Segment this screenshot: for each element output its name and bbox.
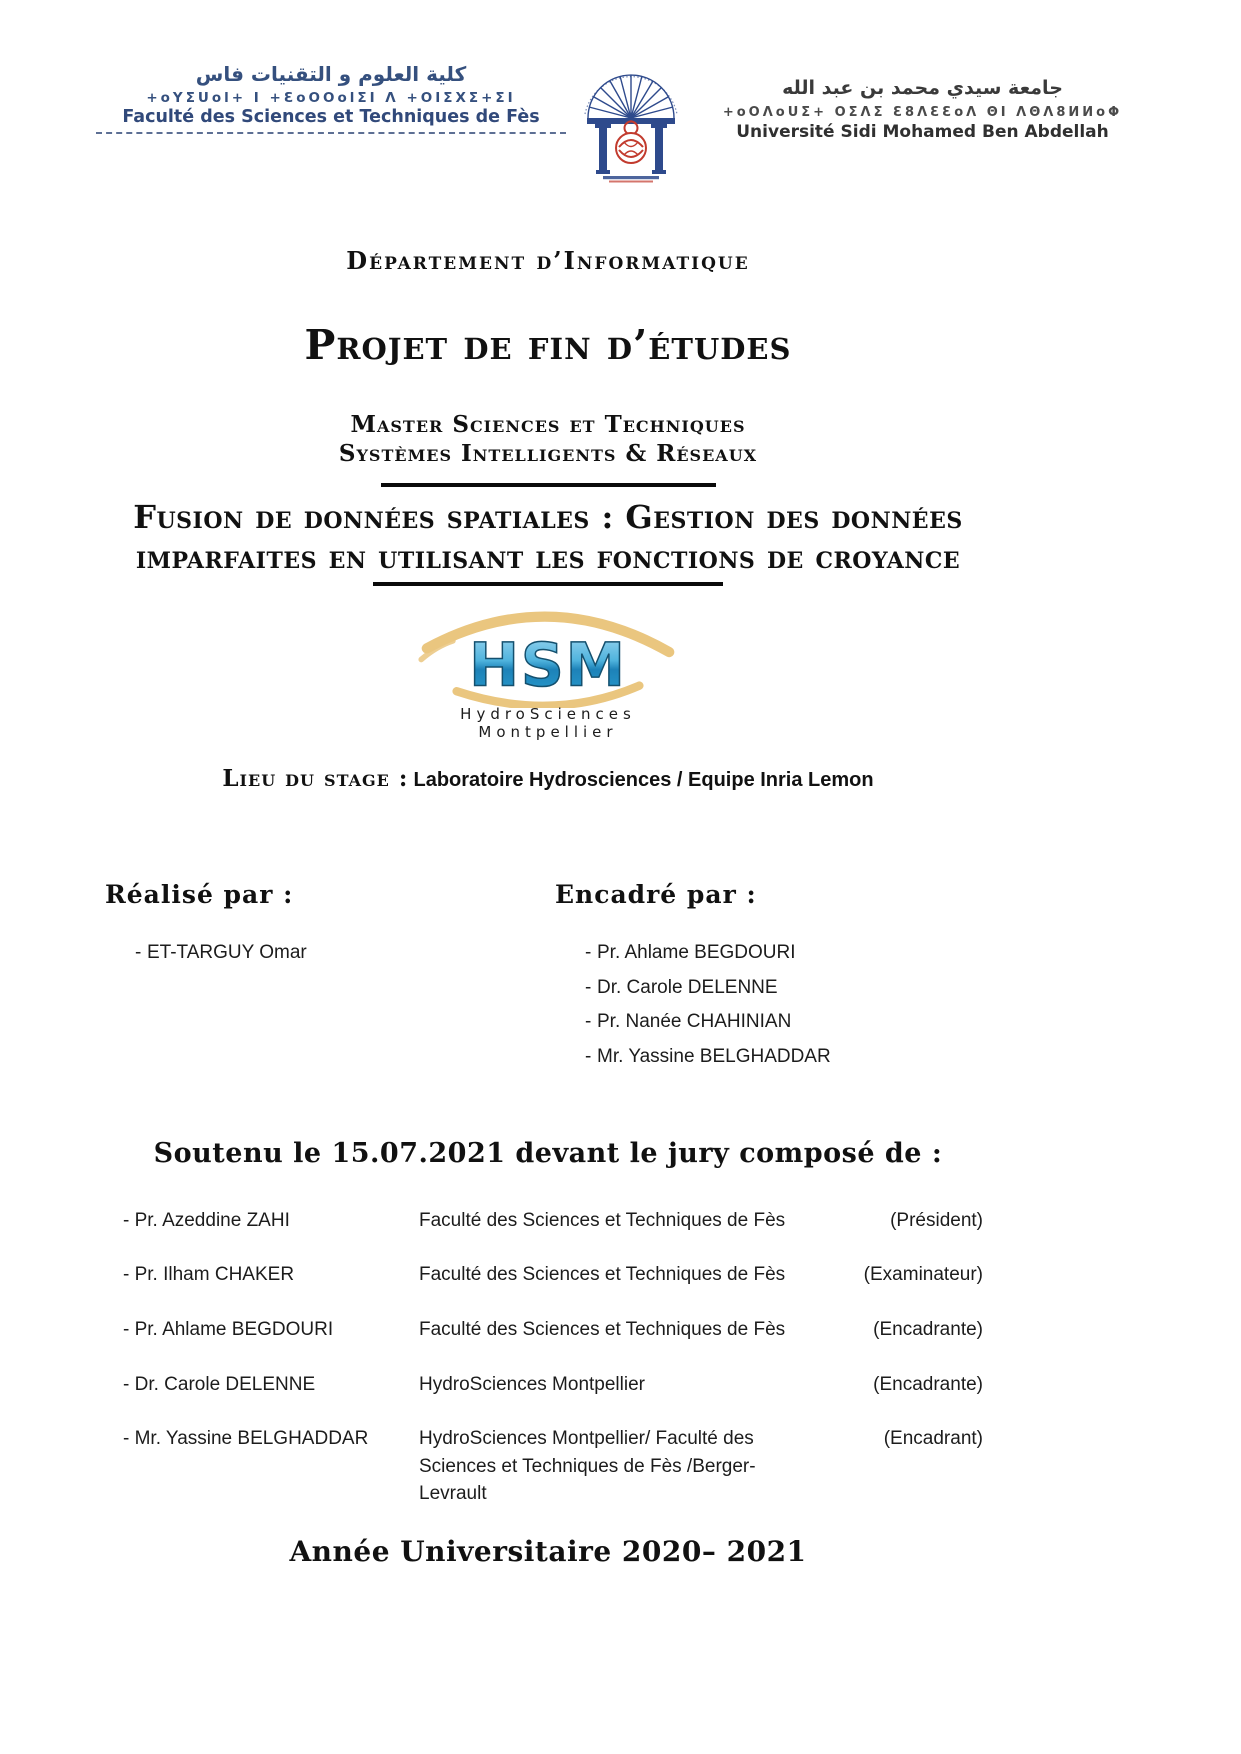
hsm-wordmark-line-1: HydroSciences	[460, 705, 636, 724]
internship-location-line	[105, 765, 991, 792]
supervisor-name: Dr. Carole DELENNE	[597, 976, 778, 998]
dash-bullet: -	[585, 1046, 592, 1068]
supervisor-name: Mr. Yassine BELGHADDAR	[597, 1046, 831, 1068]
jury-member-affiliation: HydroSciences Montpellier	[419, 1373, 645, 1395]
hsm-logo-icon	[398, 598, 698, 708]
supervisor-name: Pr. Nanée CHAHINIAN	[597, 1011, 792, 1033]
jury-member-role: (Encadrant)	[883, 1428, 983, 1450]
university-emblem-logo	[572, 62, 690, 184]
dash-bullet: -	[585, 976, 592, 998]
academic-year: Année Universitaire 2020– 2021	[289, 1534, 807, 1568]
jury-member-role: (Encadrante)	[873, 1319, 983, 1340]
dash-bullet: -	[585, 1011, 592, 1033]
hsm-acronym: HSM	[469, 632, 627, 702]
list-item	[555, 1010, 991, 1034]
university-emblem-icon	[575, 62, 687, 184]
university-arabic-name: جامعة سيدي محمد بن عبد الله	[782, 77, 1063, 99]
jury-member-role: (Encadrante)	[873, 1373, 983, 1395]
jury-member-role: (Président)	[890, 1209, 983, 1231]
list-item	[555, 976, 991, 1000]
program-line-1: Master Sciences et Techniques	[350, 411, 746, 438]
student-name: ET-TARGUY Omar	[147, 941, 307, 963]
hsm-logo	[105, 598, 991, 741]
thesis-title: Fusion de données spatiales : Gestion des données imparfaites en utilisant les fonctions de croyance	[133, 497, 963, 577]
supervised-by-list	[555, 941, 991, 1069]
hsm-wordmark-line-2: Montpellier	[478, 722, 618, 741]
university-block	[696, 62, 1149, 142]
jury-member-name: - Pr. Ahlame BEGDOURI	[123, 1319, 334, 1340]
faculty-arabic-name: كلية العلوم و التقنيات فاس	[195, 62, 467, 86]
separator-rule-top	[381, 483, 716, 487]
list-item	[555, 1045, 991, 1069]
faculty-name: Faculté des Sciences et Techniques de Fès	[122, 107, 540, 127]
list-item	[555, 941, 991, 965]
university-tifinagh-name: +oOΛoUΣ+ OΣΛΣ Ɛ8ΛƐƐoΛ ΘI ΛΘΛ8ИИoΦ	[722, 104, 1123, 120]
authors-supervisors-section	[105, 880, 991, 1080]
supervisor-name: Pr. Ahlame BEGDOURI	[597, 941, 796, 963]
faculty-tifinagh-name: +oYΣUol+ I +ƐoOOolΣI Λ +OIΣXΣ+ΣI	[146, 90, 516, 106]
realised-by-list	[105, 941, 555, 965]
table-row	[123, 1261, 991, 1289]
jury-member-name: - Pr. Azeddine ZAHI	[123, 1209, 290, 1231]
jury-member-affiliation: Faculté des Sciences et Techniques de Fès	[419, 1319, 786, 1340]
dash-bullet: -	[135, 941, 142, 963]
program-title	[105, 411, 991, 469]
jury-table	[105, 1207, 991, 1508]
internship-location-value: Laboratoire Hydrosciences / Equipe Inria Lemon	[413, 768, 874, 791]
defense-heading: Soutenu le 15.07.2021 devant le jury composé de :	[153, 1137, 943, 1169]
department-title: Département d’Informatique	[346, 246, 750, 275]
table-row	[123, 1371, 991, 1399]
supervised-by-heading: Encadré par :	[555, 879, 757, 909]
list-item	[105, 941, 555, 965]
jury-member-role: (Examinateur)	[863, 1264, 983, 1286]
document-type-title: Projet de fin d’études	[304, 321, 792, 369]
supervised-by-block	[555, 880, 991, 1080]
program-line-2: Systèmes Intelligents & Réseaux	[338, 439, 758, 467]
hsm-wordmark	[105, 706, 991, 741]
jury-member-affiliation: HydroSciences Montpellier/ Faculté des Sciences et Techniques de Fès /Berger-Levrault	[419, 1428, 756, 1505]
cover-content	[0, 246, 1241, 1568]
realised-by-heading: Réalisé par :	[105, 879, 294, 909]
internship-location-label: Lieu du stage :	[222, 764, 409, 792]
table-row	[123, 1425, 991, 1508]
realised-by-block	[105, 880, 555, 1080]
university-name: Université Sidi Mohamed Ben Abdellah	[736, 121, 1109, 142]
dash-bullet: -	[585, 941, 592, 963]
faculty-dashed-rule	[96, 132, 566, 134]
jury-member-name: - Dr. Carole DELENNE	[123, 1373, 316, 1395]
jury-member-name: - Pr. Ilham CHAKER	[123, 1264, 295, 1286]
table-row	[123, 1316, 991, 1344]
table-row	[123, 1207, 991, 1235]
faculty-block	[96, 62, 566, 134]
jury-member-affiliation: Faculté des Sciences et Techniques de Fès	[419, 1264, 786, 1286]
jury-member-affiliation: Faculté des Sciences et Techniques de Fès	[419, 1209, 786, 1231]
separator-rule-bottom	[373, 582, 723, 586]
jury-member-name: - Mr. Yassine BELGHADDAR	[123, 1428, 369, 1450]
university-header	[0, 0, 1241, 184]
